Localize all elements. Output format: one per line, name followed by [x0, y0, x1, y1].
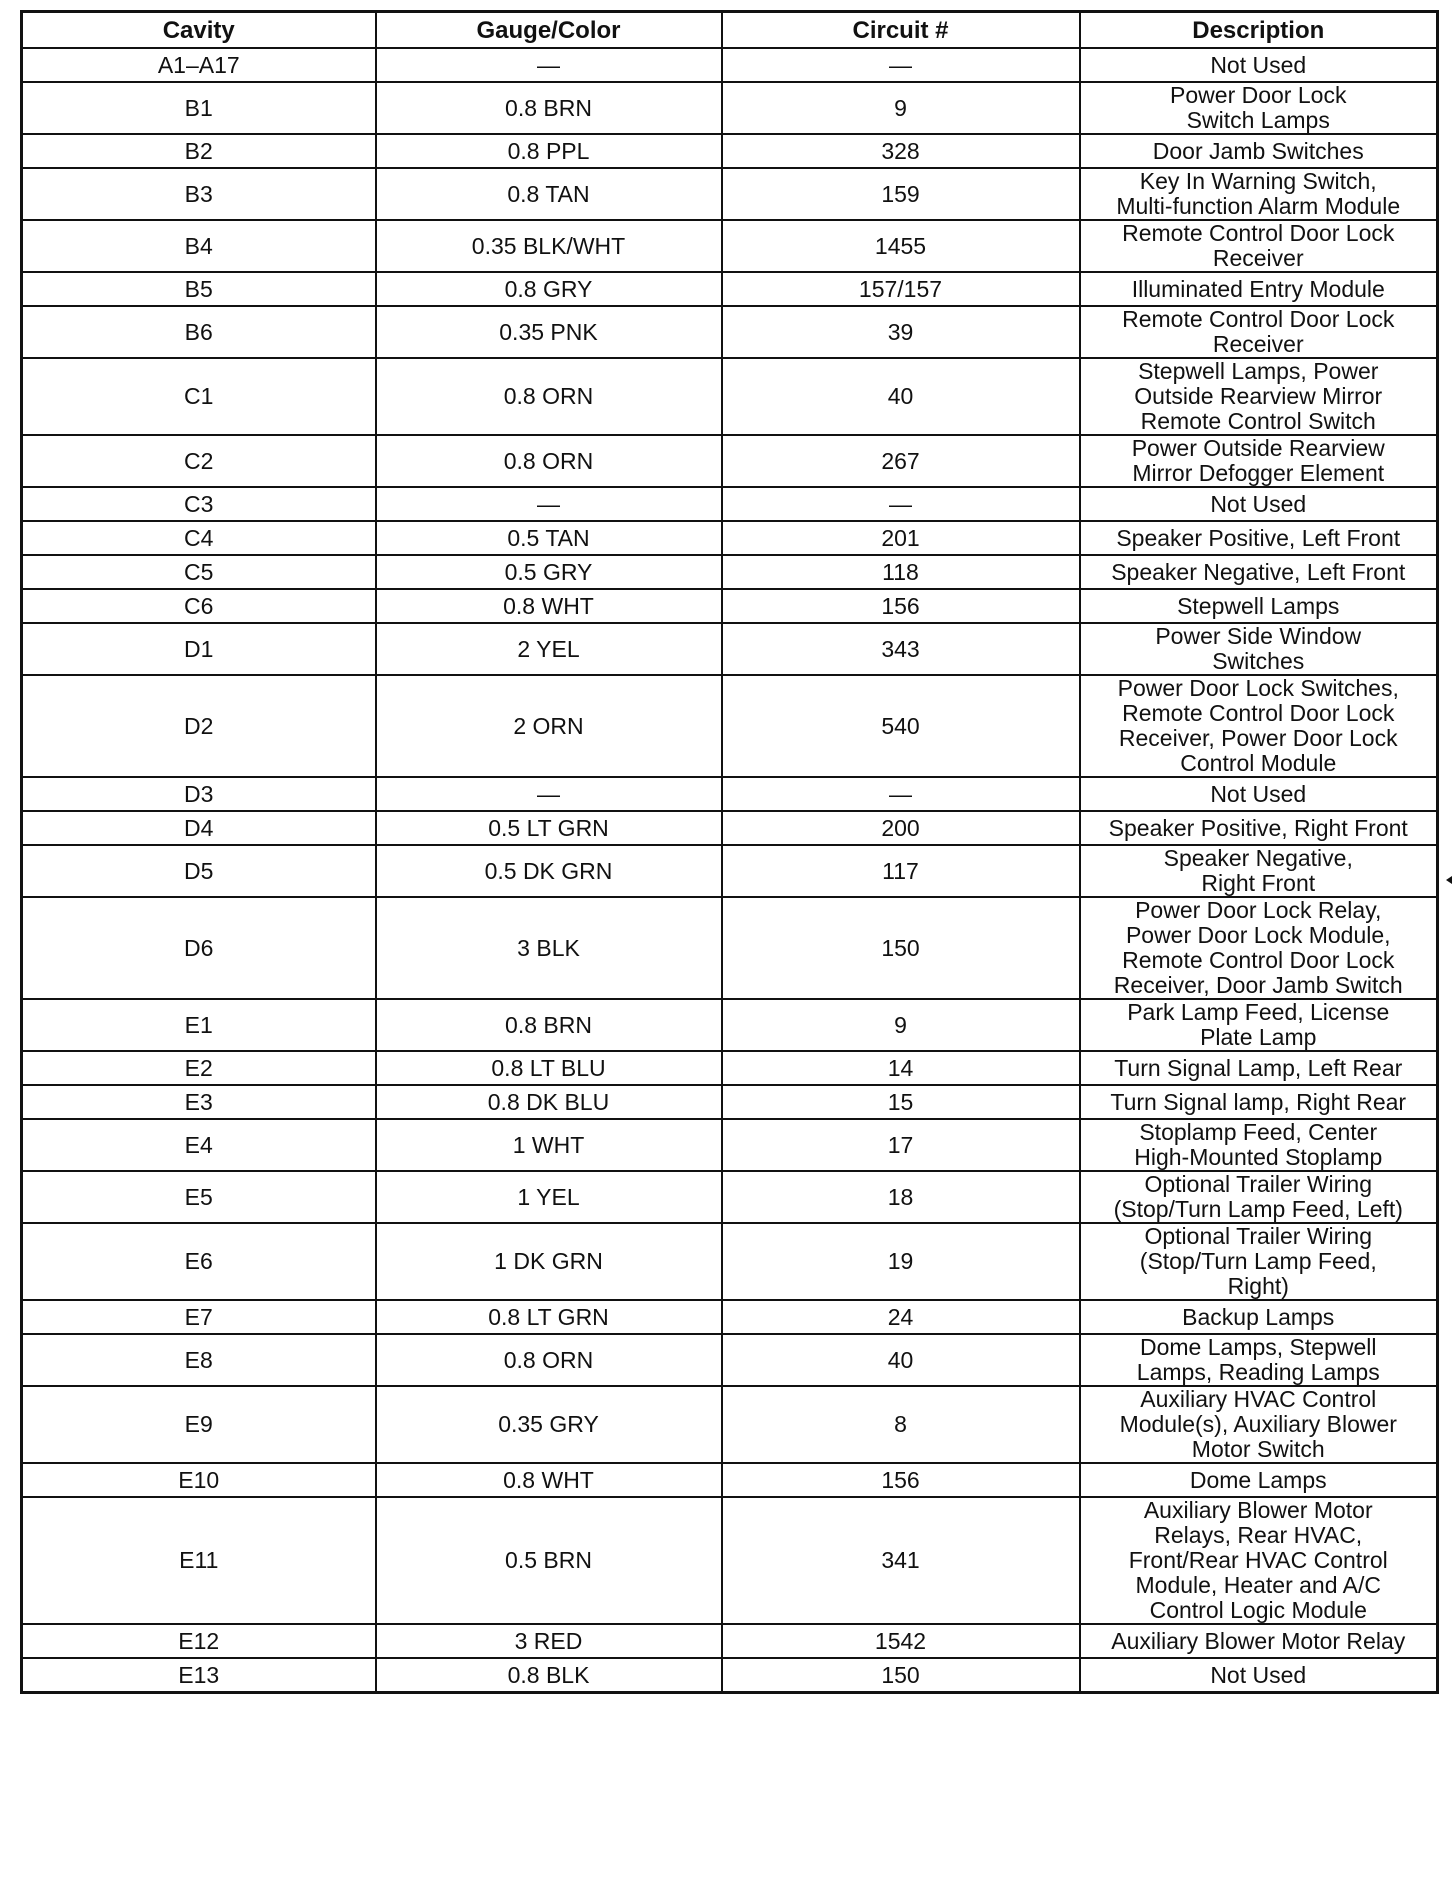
cell-cavity: A1–A17 — [22, 48, 376, 82]
cell-gauge-color: 2 YEL — [376, 623, 722, 675]
cell-description: Power Side Window Switches — [1080, 623, 1438, 675]
cell-gauge-color: 0.8 LT GRN — [376, 1300, 722, 1334]
table-row — [22, 306, 1438, 358]
cell-gauge-color: — — [376, 777, 722, 811]
cell-cavity: E8 — [22, 1334, 376, 1386]
cell-description: Illuminated Entry Module — [1080, 272, 1438, 306]
cell-cavity: E1 — [22, 999, 376, 1051]
table-row — [22, 134, 1438, 168]
cell-circuit-number: 17 — [722, 1119, 1080, 1171]
cell-cavity: E6 — [22, 1223, 376, 1300]
cell-gauge-color: 0.8 TAN — [376, 168, 722, 220]
table-row — [22, 555, 1438, 589]
cell-circuit-number: 9 — [722, 82, 1080, 134]
header-gauge-color: Gauge/Color — [376, 12, 722, 49]
cell-cavity: B6 — [22, 306, 376, 358]
cell-circuit-number: 200 — [722, 811, 1080, 845]
cell-description: Park Lamp Feed, License Plate Lamp — [1080, 999, 1438, 1051]
cell-description: Power Door Lock Switch Lamps — [1080, 82, 1438, 134]
cell-cavity: C1 — [22, 358, 376, 435]
cell-description: Optional Trailer Wiring (Stop/Turn Lamp Feed, Left) — [1080, 1171, 1438, 1223]
table-row — [22, 1386, 1438, 1463]
cell-description: Stepwell Lamps — [1080, 589, 1438, 623]
cell-cavity: C4 — [22, 521, 376, 555]
cell-cavity: E12 — [22, 1624, 376, 1658]
cell-cavity: E5 — [22, 1171, 376, 1223]
table-row — [22, 487, 1438, 521]
cell-description: Auxiliary Blower Motor Relay — [1080, 1624, 1438, 1658]
table-row — [22, 589, 1438, 623]
cell-gauge-color: 0.8 DK BLU — [376, 1085, 722, 1119]
cell-gauge-color: 0.8 WHT — [376, 1463, 722, 1497]
cell-circuit-number: 540 — [722, 675, 1080, 777]
cell-cavity: E2 — [22, 1051, 376, 1085]
cell-gauge-color: 0.35 GRY — [376, 1386, 722, 1463]
cell-circuit-number: — — [722, 777, 1080, 811]
table-body — [22, 48, 1438, 1693]
cell-cavity: E3 — [22, 1085, 376, 1119]
cell-circuit-number: 343 — [722, 623, 1080, 675]
cell-circuit-number: 1455 — [722, 220, 1080, 272]
table-row — [22, 1463, 1438, 1497]
cell-gauge-color: 0.35 PNK — [376, 306, 722, 358]
cell-gauge-color: 0.8 ORN — [376, 435, 722, 487]
table-row — [22, 168, 1438, 220]
cell-gauge-color: 0.5 GRY — [376, 555, 722, 589]
cell-description: Power Door Lock Relay, Power Door Lock Module, Remote Control Door Lock Receiver, Door Jamb Switch — [1080, 897, 1438, 999]
cell-gauge-color: 0.8 BRN — [376, 82, 722, 134]
cell-gauge-color: 0.8 WHT — [376, 589, 722, 623]
cell-gauge-color: 0.8 GRY — [376, 272, 722, 306]
table-row — [22, 435, 1438, 487]
cell-circuit-number: 39 — [722, 306, 1080, 358]
cell-gauge-color: 0.8 PPL — [376, 134, 722, 168]
table-row — [22, 1119, 1438, 1171]
cell-description: Optional Trailer Wiring (Stop/Turn Lamp Feed, Right) — [1080, 1223, 1438, 1300]
cell-gauge-color: 0.5 BRN — [376, 1497, 722, 1624]
cell-gauge-color: — — [376, 487, 722, 521]
header-circuit-number: Circuit # — [722, 12, 1080, 49]
table-row — [22, 1300, 1438, 1334]
cell-gauge-color: — — [376, 48, 722, 82]
cell-cavity: D3 — [22, 777, 376, 811]
cell-gauge-color: 0.5 TAN — [376, 521, 722, 555]
cell-description: Door Jamb Switches — [1080, 134, 1438, 168]
cell-circuit-number: 156 — [722, 1463, 1080, 1497]
cell-gauge-color: 0.35 BLK/WHT — [376, 220, 722, 272]
table-row — [22, 999, 1438, 1051]
cell-cavity: E10 — [22, 1463, 376, 1497]
cell-cavity: C5 — [22, 555, 376, 589]
cell-cavity: B4 — [22, 220, 376, 272]
cell-cavity: B2 — [22, 134, 376, 168]
cell-circuit-number: 156 — [722, 589, 1080, 623]
table-row — [22, 1658, 1438, 1693]
cell-circuit-number: 201 — [722, 521, 1080, 555]
cell-description: Dome Lamps — [1080, 1463, 1438, 1497]
cell-circuit-number: 150 — [722, 897, 1080, 999]
cell-description: Stoplamp Feed, Center High-Mounted Stoplamp — [1080, 1119, 1438, 1171]
cell-description: Power Outside Rearview Mirror Defogger Element — [1080, 435, 1438, 487]
cell-circuit-number: 341 — [722, 1497, 1080, 1624]
connector-table-wrapper — [20, 10, 1436, 1694]
cell-cavity: B1 — [22, 82, 376, 134]
table-row — [22, 1497, 1438, 1624]
cell-description: Not Used — [1080, 487, 1438, 521]
cell-circuit-number: 40 — [722, 358, 1080, 435]
cell-cavity: C2 — [22, 435, 376, 487]
cell-gauge-color: 3 RED — [376, 1624, 722, 1658]
cell-circuit-number: 267 — [722, 435, 1080, 487]
cell-description: Not Used — [1080, 777, 1438, 811]
cell-circuit-number: — — [722, 487, 1080, 521]
cell-description: Key In Warning Switch, Multi-function Alarm Module — [1080, 168, 1438, 220]
cell-description: Stepwell Lamps, Power Outside Rearview Mirror Remote Control Switch — [1080, 358, 1438, 435]
cell-circuit-number: 19 — [722, 1223, 1080, 1300]
cell-circuit-number: 14 — [722, 1051, 1080, 1085]
cell-description: Not Used — [1080, 1658, 1438, 1693]
table-row — [22, 358, 1438, 435]
cell-gauge-color: 1 WHT — [376, 1119, 722, 1171]
cell-description: Remote Control Door Lock Receiver — [1080, 306, 1438, 358]
cell-description: Remote Control Door Lock Receiver — [1080, 220, 1438, 272]
cell-description: Speaker Positive, Left Front — [1080, 521, 1438, 555]
cell-cavity: E11 — [22, 1497, 376, 1624]
cell-cavity: D6 — [22, 897, 376, 999]
table-row — [22, 1624, 1438, 1658]
cell-cavity: E13 — [22, 1658, 376, 1693]
cell-description: Turn Signal Lamp, Left Rear — [1080, 1051, 1438, 1085]
header-description: Description — [1080, 12, 1438, 49]
cell-circuit-number: 117 — [722, 845, 1080, 897]
cell-cavity: D5 — [22, 845, 376, 897]
cell-circuit-number: 1542 — [722, 1624, 1080, 1658]
cell-description: Auxiliary Blower Motor Relays, Rear HVAC, Front/Rear HVAC Control Module, Heater and A/C Control Logic Module — [1080, 1497, 1438, 1624]
table-row — [22, 1171, 1438, 1223]
cell-gauge-color: 3 BLK — [376, 897, 722, 999]
cell-circuit-number: 157/157 — [722, 272, 1080, 306]
cell-cavity: E7 — [22, 1300, 376, 1334]
cell-gauge-color: 0.5 LT GRN — [376, 811, 722, 845]
cell-cavity: C3 — [22, 487, 376, 521]
table-row — [22, 272, 1438, 306]
table-row — [22, 82, 1438, 134]
table-header-row — [22, 12, 1438, 49]
cell-gauge-color: 0.8 BRN — [376, 999, 722, 1051]
table-row — [22, 48, 1438, 82]
cell-description: Backup Lamps — [1080, 1300, 1438, 1334]
cell-gauge-color: 0.8 ORN — [376, 1334, 722, 1386]
header-cavity: Cavity — [22, 12, 376, 49]
cell-cavity: E4 — [22, 1119, 376, 1171]
cell-cavity: D1 — [22, 623, 376, 675]
table-row — [22, 845, 1438, 897]
cell-circuit-number: 159 — [722, 168, 1080, 220]
table-row — [22, 777, 1438, 811]
cell-circuit-number: 9 — [722, 999, 1080, 1051]
cell-circuit-number: — — [722, 48, 1080, 82]
cell-circuit-number: 8 — [722, 1386, 1080, 1463]
table-row — [22, 1223, 1438, 1300]
table-row — [22, 1085, 1438, 1119]
margin-arrow-icon — [1446, 876, 1452, 884]
cell-circuit-number: 328 — [722, 134, 1080, 168]
cell-cavity: E9 — [22, 1386, 376, 1463]
cell-description: Speaker Positive, Right Front — [1080, 811, 1438, 845]
cell-cavity: B5 — [22, 272, 376, 306]
cell-description: Turn Signal lamp, Right Rear — [1080, 1085, 1438, 1119]
table-row — [22, 897, 1438, 999]
cell-circuit-number: 18 — [722, 1171, 1080, 1223]
cell-gauge-color: 1 DK GRN — [376, 1223, 722, 1300]
table-row — [22, 623, 1438, 675]
cell-circuit-number: 24 — [722, 1300, 1080, 1334]
table-row — [22, 811, 1438, 845]
cell-gauge-color: 0.8 BLK — [376, 1658, 722, 1693]
connector-cavity-table — [20, 10, 1439, 1694]
cell-description: Auxiliary HVAC Control Module(s), Auxiliary Blower Motor Switch — [1080, 1386, 1438, 1463]
cell-circuit-number: 118 — [722, 555, 1080, 589]
cell-circuit-number: 40 — [722, 1334, 1080, 1386]
cell-description: Speaker Negative, Right Front — [1080, 845, 1438, 897]
cell-cavity: C6 — [22, 589, 376, 623]
cell-description: Not Used — [1080, 48, 1438, 82]
cell-circuit-number: 15 — [722, 1085, 1080, 1119]
table-row — [22, 521, 1438, 555]
cell-cavity: D4 — [22, 811, 376, 845]
cell-description: Speaker Negative, Left Front — [1080, 555, 1438, 589]
cell-gauge-color: 0.5 DK GRN — [376, 845, 722, 897]
cell-gauge-color: 2 ORN — [376, 675, 722, 777]
table-row — [22, 220, 1438, 272]
cell-description: Dome Lamps, Stepwell Lamps, Reading Lamps — [1080, 1334, 1438, 1386]
table-row — [22, 1051, 1438, 1085]
cell-gauge-color: 1 YEL — [376, 1171, 722, 1223]
cell-cavity: B3 — [22, 168, 376, 220]
cell-gauge-color: 0.8 ORN — [376, 358, 722, 435]
cell-circuit-number: 150 — [722, 1658, 1080, 1693]
cell-cavity: D2 — [22, 675, 376, 777]
cell-description: Power Door Lock Switches, Remote Control Door Lock Receiver, Power Door Lock Control Module — [1080, 675, 1438, 777]
table-row — [22, 1334, 1438, 1386]
cell-gauge-color: 0.8 LT BLU — [376, 1051, 722, 1085]
table-row — [22, 675, 1438, 777]
